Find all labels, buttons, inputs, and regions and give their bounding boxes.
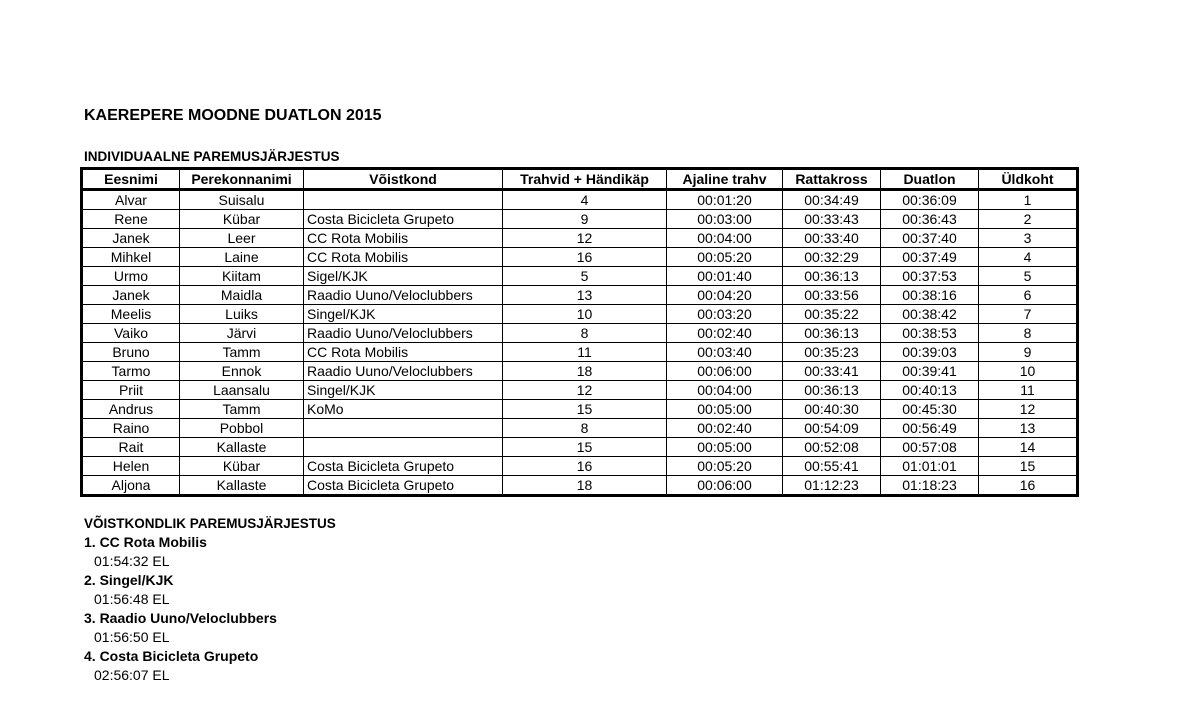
last-name-cell: Kübar [180,457,304,476]
team-cell: Costa Bicicleta Grupeto [304,210,503,229]
first-name-cell: Meelis [82,305,180,324]
overall-place-cell: 10 [979,362,1078,381]
team-cell: Raadio Uuno/Veloclubbers [304,286,503,305]
team-rank-name: 1. CC Rota Mobilis [84,534,207,550]
col-penalties-handicap-header: Trahvid + Händikäp [503,169,667,190]
table-row [82,286,1078,305]
table-row [82,457,1078,476]
duathlon-cell: 00:39:03 [881,343,979,362]
first-name-cell: Urmo [82,267,180,286]
penalties-cell: 10 [503,305,667,324]
duathlon-cell: 00:38:42 [881,305,979,324]
team-cell: CC Rota Mobilis [304,248,503,267]
team-cell: Costa Bicicleta Grupeto [304,457,503,476]
cyclocross-cell: 00:32:29 [783,248,881,267]
duathlon-cell: 00:37:40 [881,229,979,248]
team-total-time: 01:54:32 EL [94,553,170,569]
table-row [82,362,1078,381]
time-penalty-cell: 00:01:20 [667,190,783,210]
table-row [82,419,1078,438]
duathlon-cell: 00:38:53 [881,324,979,343]
overall-place-cell: 14 [979,438,1078,457]
table-body [82,190,1078,496]
time-penalty-cell: 00:06:00 [667,476,783,496]
team-cell: Costa Bicicleta Grupeto [304,476,503,496]
team-cell: KoMo [304,400,503,419]
table-row [82,381,1078,400]
col-last-name-header: Perekonnanimi [180,169,304,190]
cyclocross-cell: 00:55:41 [783,457,881,476]
cyclocross-cell: 00:33:40 [783,229,881,248]
duathlon-cell: 00:39:41 [881,362,979,381]
overall-place-cell: 9 [979,343,1078,362]
duathlon-cell: 00:36:43 [881,210,979,229]
table-row [82,267,1078,286]
cyclocross-cell: 00:35:22 [783,305,881,324]
individual-results-table [80,167,1079,497]
last-name-cell: Kallaste [180,438,304,457]
penalties-cell: 15 [503,438,667,457]
duathlon-cell: 00:38:16 [881,286,979,305]
team-total-time: 01:56:50 EL [94,629,170,645]
first-name-cell: Janek [82,286,180,305]
cyclocross-cell: 00:33:56 [783,286,881,305]
cyclocross-cell: 00:33:43 [783,210,881,229]
penalties-cell: 15 [503,400,667,419]
cyclocross-cell: 00:34:49 [783,190,881,210]
col-team-header: Võistkond [304,169,503,190]
first-name-cell: Alvar [82,190,180,210]
col-time-penalty-header: Ajaline trahv [667,169,783,190]
time-penalty-cell: 00:01:40 [667,267,783,286]
last-name-cell: Kübar [180,210,304,229]
team-total-time: 02:56:07 EL [94,667,170,683]
penalties-cell: 4 [503,190,667,210]
cyclocross-cell: 00:36:13 [783,267,881,286]
first-name-cell: Bruno [82,343,180,362]
penalties-cell: 12 [503,229,667,248]
duathlon-cell: 00:56:49 [881,419,979,438]
overall-place-cell: 3 [979,229,1078,248]
document-title: KAEREPERE MOODNE DUATLON 2015 [84,107,382,124]
overall-place-cell: 11 [979,381,1078,400]
table-row [82,400,1078,419]
cyclocross-cell: 00:33:41 [783,362,881,381]
col-first-name-header: Eesnimi [82,169,180,190]
first-name-cell: Andrus [82,400,180,419]
cyclocross-cell: 00:54:09 [783,419,881,438]
penalties-cell: 9 [503,210,667,229]
time-penalty-cell: 00:02:40 [667,419,783,438]
individual-results-heading: INDIVIDUAALNE PAREMUSJÄRJESTUS [84,149,340,164]
time-penalty-cell: 00:03:40 [667,343,783,362]
team-cell: Singel/KJK [304,381,503,400]
duathlon-cell: 00:37:53 [881,267,979,286]
overall-place-cell: 13 [979,419,1078,438]
duathlon-cell: 00:36:09 [881,190,979,210]
last-name-cell: Leer [180,229,304,248]
col-overall-place-header: Üldkoht [979,169,1078,190]
duathlon-cell: 00:45:30 [881,400,979,419]
last-name-cell: Maidla [180,286,304,305]
team-cell [304,190,503,210]
time-penalty-cell: 00:03:20 [667,305,783,324]
first-name-cell: Aljona [82,476,180,496]
team-rank-name: 4. Costa Bicicleta Grupeto [84,648,259,664]
table-row [82,324,1078,343]
team-cell [304,419,503,438]
overall-place-cell: 15 [979,457,1078,476]
table-row [82,305,1078,324]
time-penalty-cell: 00:05:00 [667,400,783,419]
last-name-cell: Kiitam [180,267,304,286]
cyclocross-cell: 00:52:08 [783,438,881,457]
penalties-cell: 11 [503,343,667,362]
overall-place-cell: 7 [979,305,1078,324]
penalties-cell: 13 [503,286,667,305]
penalties-cell: 8 [503,419,667,438]
overall-place-cell: 2 [979,210,1078,229]
table-row [82,438,1078,457]
table-row [82,248,1078,267]
table-header-row [82,169,1078,190]
table-row [82,210,1078,229]
time-penalty-cell: 00:04:00 [667,381,783,400]
team-cell: Raadio Uuno/Veloclubbers [304,362,503,381]
team-results-section [84,514,336,685]
time-penalty-cell: 00:05:00 [667,438,783,457]
team-cell: Singel/KJK [304,305,503,324]
first-name-cell: Janek [82,229,180,248]
last-name-cell: Suisalu [180,190,304,210]
overall-place-cell: 1 [979,190,1078,210]
first-name-cell: Rait [82,438,180,457]
first-name-cell: Raino [82,419,180,438]
penalties-cell: 18 [503,476,667,496]
first-name-cell: Mihkel [82,248,180,267]
time-penalty-cell: 00:02:40 [667,324,783,343]
first-name-cell: Rene [82,210,180,229]
last-name-cell: Laine [180,248,304,267]
overall-place-cell: 4 [979,248,1078,267]
penalties-cell: 5 [503,267,667,286]
penalties-cell: 16 [503,248,667,267]
table-row [82,343,1078,362]
col-cyclocross-header: Rattakross [783,169,881,190]
last-name-cell: Luiks [180,305,304,324]
team-results-heading: VÕISTKONDLIK PAREMUSJÄRJESTUS [84,516,336,531]
team-cell: CC Rota Mobilis [304,229,503,248]
penalties-cell: 18 [503,362,667,381]
last-name-cell: Laansalu [180,381,304,400]
team-rank-name: 2. Singel/KJK [84,572,174,588]
first-name-cell: Tarmo [82,362,180,381]
col-duathlon-header: Duatlon [881,169,979,190]
duathlon-cell: 00:57:08 [881,438,979,457]
penalties-cell: 12 [503,381,667,400]
team-cell [304,438,503,457]
team-results-list [84,533,336,685]
last-name-cell: Tamm [180,343,304,362]
overall-place-cell: 16 [979,476,1078,496]
time-penalty-cell: 00:03:00 [667,210,783,229]
penalties-cell: 8 [503,324,667,343]
overall-place-cell: 6 [979,286,1078,305]
team-cell: Raadio Uuno/Veloclubbers [304,324,503,343]
overall-place-cell: 12 [979,400,1078,419]
first-name-cell: Priit [82,381,180,400]
first-name-cell: Helen [82,457,180,476]
time-penalty-cell: 00:05:20 [667,457,783,476]
team-cell: Sigel/KJK [304,267,503,286]
overall-place-cell: 8 [979,324,1078,343]
overall-place-cell: 5 [979,267,1078,286]
team-total-time: 01:56:48 EL [94,591,170,607]
last-name-cell: Pobbol [180,419,304,438]
table-row [82,190,1078,210]
penalties-cell: 16 [503,457,667,476]
duathlon-cell: 01:18:23 [881,476,979,496]
duathlon-cell: 01:01:01 [881,457,979,476]
time-penalty-cell: 00:06:00 [667,362,783,381]
duathlon-cell: 00:37:49 [881,248,979,267]
cyclocross-cell: 00:35:23 [783,343,881,362]
cyclocross-cell: 00:36:13 [783,381,881,400]
first-name-cell: Vaiko [82,324,180,343]
team-cell: CC Rota Mobilis [304,343,503,362]
duathlon-cell: 00:40:13 [881,381,979,400]
table-row [82,476,1078,496]
time-penalty-cell: 00:04:20 [667,286,783,305]
last-name-cell: Ennok [180,362,304,381]
last-name-cell: Kallaste [180,476,304,496]
team-rank-name: 3. Raadio Uuno/Veloclubbers [84,610,277,626]
cyclocross-cell: 00:36:13 [783,324,881,343]
time-penalty-cell: 00:04:00 [667,229,783,248]
table-row [82,229,1078,248]
time-penalty-cell: 00:05:20 [667,248,783,267]
last-name-cell: Järvi [180,324,304,343]
last-name-cell: Tamm [180,400,304,419]
cyclocross-cell: 01:12:23 [783,476,881,496]
cyclocross-cell: 00:40:30 [783,400,881,419]
